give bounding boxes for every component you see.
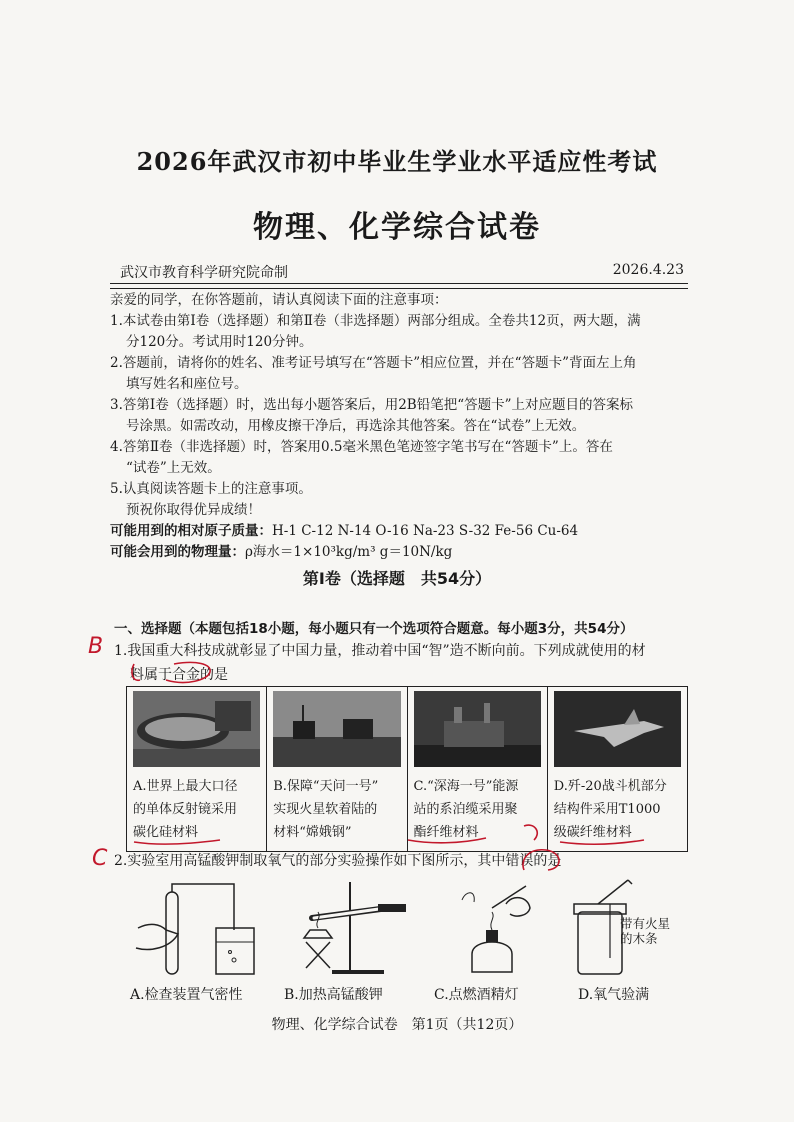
notice-item-2-cont: 填写姓名和座位号。 [126,376,248,392]
notice-item-1: 1.本试卷由第Ⅰ卷（选择题）和第Ⅱ卷（非选择题）两部分组成。全卷共12页，两大题，满 [110,313,641,329]
atomic-mass-line [110,521,690,542]
physics-quantity-values: ρ海水＝1×10³kg/m³ g＝10N/kg [245,544,453,560]
q2-circle-annotation [518,846,568,874]
option-d-line2: 结构件采用T1000 [553,802,661,817]
exam-title: 2026年武汉市初中毕业生学业水平适应性考试 [136,147,658,176]
paper-title: 物理、化学综合试卷 [253,210,541,245]
option-c-line3: 酯纤维材料 [413,825,479,840]
option-d-photo [554,691,681,767]
option-a-line1: A.世界上最大口径 [133,779,238,794]
handwritten-answer-q1: B [88,634,104,659]
question-2-stem: 2.实验室用高锰酸钾制取氧气的部分实验操作如下图所示，其中错误的是 [114,853,562,869]
part1-title: 第Ⅰ卷（选择题 共54分） [302,569,492,588]
notice-wish: 预祝你取得优异成绩！ [126,502,261,518]
option-a-line2: 的单体反射镜采用 [133,802,238,817]
option-a-photo [133,691,260,767]
notice-item-5: 5.认真阅读答题卡上的注意事项。 [110,481,312,497]
notice-item-2: 2.答题前，请将你的姓名、准考证号填写在“答题卡”相应位置，并在“答题卡”背面左上角 [110,355,637,371]
option-b-photo [273,691,400,767]
option-c-line2: 站的系泊缆采用聚 [413,802,518,817]
physics-quantity-line [110,542,690,563]
header-rule-thin [110,288,688,289]
section-heading: 一、选择题（本题包括18小题，每小题只有一个选项符合题意。每小题3分，共54分） [114,621,634,637]
notice-item-3-cont: 号涂黑。如需改动，用橡皮擦干净后，再选涂其他答案。答在“试卷”上无效。 [126,418,586,434]
diagram-b-heating [292,878,442,976]
q1-stem-line1: 1.我国重大科技成就彰显了中国力量，推动着中国“智”造不断向前。下列成就使用的材 [114,643,646,659]
header-rule [110,283,688,284]
option-b-line1: B.保障“天问一号” [273,779,379,794]
label-b: B.加热高锰酸钾 [284,987,383,1003]
notice-item-4-cont: “试卷”上无效。 [126,460,221,476]
organizer: 武汉市教育科学研究院命制 [120,265,288,281]
diagram-d-note-line2: 的木条 [620,931,658,946]
page-footer: 物理、化学综合试卷 第1页（共12页） [271,1017,523,1033]
option-d-line1: D.歼-20战斗机部分 [553,779,667,794]
diagram-c-lighting-lamp [432,878,582,976]
physics-quantity-label: 可能会用到的物理量： [110,544,245,560]
handwritten-answer-q2: C [92,846,108,871]
option-a-line3: 碳化硅材料 [133,825,199,840]
diagram-a-airtight-check [130,878,280,976]
label-c: C.点燃酒精灯 [434,987,519,1003]
q1-circle-annotation [126,658,226,688]
notice-intro: 亲爱的同学，在你答题前，请认真阅读下面的注意事项： [110,292,448,308]
label-d: D.氧气验满 [578,987,650,1003]
diagram-d-note [620,916,670,946]
atomic-mass-values: H-1 C-12 N-14 O-16 Na-23 S-32 Fe-56 Cu-64 [272,523,579,539]
option-c-line1: C.“深海一号”能源 [413,779,519,794]
q1-stem-line2: 料属于合金的是 [130,667,228,683]
notice-item-3: 3.答第Ⅰ卷（选择题）时，选出每小题答案后，用2B铅笔把“答题卡”上对应题目的答案标 [110,397,634,413]
notice-item-4: 4.答第Ⅱ卷（非选择题）时，答案用0.5毫米黑色笔迹签字笔书写在“答题卡”上。答在 [110,439,613,455]
option-b-line3: 材料“嫦娥钢” [273,825,352,840]
atomic-mass-label: 可能用到的相对原子质量： [110,523,272,539]
exam-date: 2026.4.23 [612,262,684,278]
option-d-line3: 级碳纤维材料 [553,825,632,840]
diagram-d-note-line1: 带有火星 [620,916,671,931]
notice-item-1-cont: 分120分。考试用时120分钟。 [126,334,313,350]
option-b-line2: 实现火星软着陆的 [273,802,378,817]
notice-block [110,290,690,563]
q1-underline-annotations [130,820,690,850]
label-a: A.检查装置气密性 [130,987,243,1003]
option-c-photo [414,691,541,767]
